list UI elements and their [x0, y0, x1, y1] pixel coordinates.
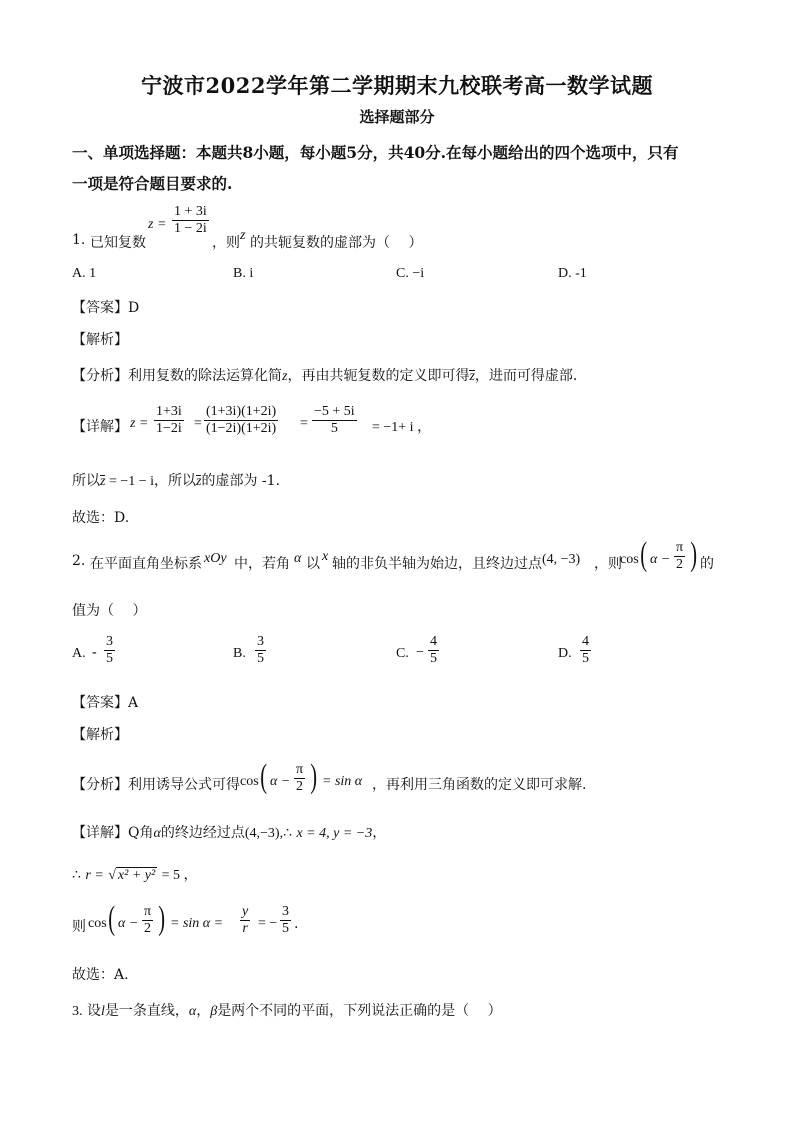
q1-jiexi-tag: 【解析】	[72, 332, 128, 348]
section-heading-line2: 一项是符合题目要求的.	[72, 174, 233, 193]
q2-option-c-num: 4	[430, 634, 437, 649]
q3-alpha: α	[188, 1004, 197, 1019]
q3-stem-c: 是两个不同的平面，下列说法正确的是（ ）	[217, 1003, 502, 1019]
analysis-tag: 【分析】	[72, 777, 128, 793]
q1-stem-mid: ，则	[212, 235, 240, 251]
q1-option-a: A. 1	[72, 266, 97, 281]
q2-number: 2.	[72, 553, 86, 569]
q1-stem-pre: 已知复数	[90, 235, 146, 251]
q2-stem-e: ，则	[594, 556, 622, 572]
q2-analysis: 【分析】 利用诱导公式可得 cos ( α − $\frac{\pi}{2}$ ) = sin α ，再利用三角函数的定义即可求解.	[72, 758, 587, 795]
q3-stem-b: 是一条直线，	[104, 1003, 189, 1019]
q2-option-b-label: B.	[233, 646, 246, 661]
q1-analysis-pre: 利用复数的除法运算化简	[128, 368, 282, 384]
q2-stem-a: 在平面直角坐标系	[90, 556, 202, 572]
q2-detail3-pre: 则	[72, 919, 86, 935]
q1-line2-mid: ，所以	[154, 473, 197, 489]
q2-detail1-alpha: α	[153, 826, 161, 841]
q2-detail3-r: r	[242, 921, 248, 936]
q1-detail-frac2	[204, 404, 278, 437]
q2-detail1-pre: Q角	[128, 825, 154, 841]
page-subtitle: 选择题部分	[359, 108, 435, 126]
q1-detail-frac3	[312, 404, 357, 437]
q1-option-c: C. −i	[396, 266, 425, 281]
q2-option-b-num: 3	[257, 634, 264, 649]
answer-tag: 【答案】	[72, 300, 128, 316]
q1-number: 1.	[72, 232, 86, 248]
q3-stem	[72, 1000, 502, 1020]
q2-x: x	[322, 549, 329, 564]
q2-option-b-den: 5	[257, 651, 264, 666]
q2-detail2-post: = 5 ，	[161, 868, 198, 883]
q2-detail-line3: 则 cos ( α − $\frac{\pi}{2}$ ) = sin α = $\frac{y}{r}$ = − $\frac{3}{5}$ .	[72, 900, 299, 937]
q2-detail2-therefore: ∴	[72, 868, 81, 883]
q2-stem-line2: 值为（ ）	[72, 603, 147, 619]
q2-alpha: α	[294, 551, 302, 566]
q2-detail-line1	[72, 822, 386, 842]
q2-stem-c: 以	[306, 556, 320, 572]
q1-detail-f3-num: −5 + 5i	[314, 404, 355, 419]
q2-detail3-frac-35	[280, 904, 291, 937]
q1-line2-pre: 所以	[72, 473, 100, 489]
q2-detail3-pi: π	[144, 904, 152, 919]
q3-number: 3.	[72, 1004, 83, 1019]
q1-frac-den: 1 − 2i	[174, 221, 207, 236]
q3-beta: β	[210, 1004, 218, 1019]
q1-detail-f2-num: (1+3i)(1+2i)	[206, 404, 277, 419]
q2-stem-d: 轴的非负半轴为始边，且终边过点	[332, 556, 542, 572]
q1-answer-line	[72, 297, 139, 317]
q1-analysis-post: ，进而可得虚部.	[474, 368, 578, 384]
q2-option-d-den: 5	[582, 651, 589, 666]
page-title: 宁波市2022学年第二学期期末九校联考高一数学试题	[141, 73, 653, 98]
q1-answer: D	[128, 300, 140, 316]
q2-detail3-den: 5	[282, 921, 289, 936]
q1-result-line	[72, 470, 280, 490]
q1-z: z	[240, 228, 246, 243]
q2-option-c-sign: −	[416, 645, 424, 660]
q2-option-d-frac	[580, 634, 591, 667]
q2-analysis-eq-tail: = sin α	[322, 774, 363, 789]
q2-jiexi-tag: 【解析】	[72, 727, 128, 743]
q2-analysis-pre: 利用诱导公式可得	[128, 777, 240, 793]
q2-detail3-num: 3	[282, 904, 289, 919]
q1-conclusion: 故选：D.	[72, 510, 130, 526]
q2-stem-b: 中，若角	[234, 556, 290, 572]
q2-conclusion: 故选：A.	[72, 967, 129, 983]
q2-answer: A	[128, 695, 139, 711]
q2-stem: 2. 在平面直角坐标系 xOy 中，若角 α 以 x 轴的非负半轴为始边，且终边过点 (4, −3) ，则 cos ( α − $\frac{\pi}{2}$ ) 的	[72, 536, 714, 573]
q2-detail3-frac	[142, 904, 153, 937]
q2-detail3-post: .	[294, 916, 299, 932]
q3-stem-a: 设	[86, 1003, 101, 1019]
q2-xoy: xOy	[204, 551, 227, 566]
q1-line2-val: = −1 − i	[105, 474, 155, 489]
q2-pi: π	[676, 540, 684, 555]
q1-detail-lhs: z =	[130, 416, 149, 431]
q1-detail-f1-num: 1+3i	[156, 404, 182, 419]
q2-analysis-post: ，再利用三角函数的定义即可求解.	[372, 777, 587, 793]
q2-answer-line	[72, 692, 138, 712]
q1-z-lhs: z =	[148, 217, 167, 232]
q2-detail1-post: ，	[372, 825, 387, 841]
q1-analysis-z: z	[282, 369, 288, 384]
q2-option-b-frac	[255, 634, 266, 667]
q2-detail-line2: ∴ r = √ x² + y² = 5 ，	[72, 868, 198, 883]
q2-detail1-pt: (4,−3),	[244, 826, 284, 841]
q2-detail3-cos: cos	[88, 916, 107, 931]
q1-option-d: D. -1	[558, 266, 587, 281]
q2-option-c-label: C.	[396, 646, 409, 661]
q2-pi-over-2	[674, 540, 685, 573]
q2-detail2-rad: x² + y²	[117, 868, 156, 883]
q2-two: 2	[676, 557, 684, 572]
q2-analysis-two: 2	[296, 779, 304, 794]
q2-analysis-alpha: α −	[270, 774, 291, 789]
section-heading-line1: 一、单项选择题：本题共8小题，每小题5分，共40分.在每小题给出的四个选项中，只有	[72, 143, 679, 162]
q2-detail3-y: y	[242, 904, 249, 919]
q2-option-a-frac	[104, 634, 115, 667]
analysis-tag: 【分析】	[72, 368, 128, 384]
q2-point: (4, −3)	[542, 552, 581, 567]
q2-detail3-eq: = sin α =	[170, 916, 224, 931]
q2-analysis-frac	[294, 762, 305, 795]
q1-option-b: B. i	[233, 266, 254, 281]
q1-detail-frac1	[154, 404, 184, 437]
q2-alpha-minus: α −	[650, 552, 671, 567]
q2-detail1-mid: 的终边经过点	[160, 825, 245, 841]
q2-option-a-den: 5	[106, 651, 113, 666]
detail-tag: 【详解】	[72, 825, 128, 841]
q2-option-d-num: 4	[582, 634, 589, 649]
q1-analysis	[72, 365, 577, 385]
q2-detail3-alpha: α −	[118, 916, 139, 931]
q1-detail-f3-den: 5	[330, 421, 338, 436]
answer-tag: 【答案】	[72, 695, 128, 711]
q2-detail1-therefore: ∴	[283, 826, 292, 841]
q1-detail-f2-den: (1−2i)(1+2i)	[206, 421, 277, 436]
q2-option-a-sign: -	[92, 645, 97, 660]
q1-detail-result: = −1+ i ，	[372, 420, 432, 435]
q2-stem-f: 的	[700, 556, 714, 572]
q1-detail-f1-den: 1−2i	[156, 421, 182, 436]
q3-sep: ，	[196, 1003, 211, 1019]
q2-option-c-den: 5	[430, 651, 437, 666]
q2-detail3-frac-yr	[240, 904, 250, 937]
q1-line2-post: 的虚部为 -1.	[201, 473, 281, 489]
q2-option-c-frac	[428, 634, 439, 667]
q2-analysis-pi: π	[296, 762, 304, 777]
q1-frac-num: 1 + 3i	[174, 204, 207, 219]
q2-analysis-cos: cos	[240, 774, 259, 789]
q2-option-a-label: A.	[72, 646, 86, 661]
q2-detail2-r: r =	[85, 868, 104, 883]
q2-detail3-eq2: = −	[258, 916, 278, 931]
detail-tag: 【详解】	[72, 419, 128, 435]
q1-stem-post: 的共轭复数的虚部为（ ）	[250, 235, 423, 251]
q1-line2-zbar: z	[100, 474, 106, 489]
q3-l: l	[100, 1004, 105, 1019]
q1-line2-zbar2: z	[196, 474, 202, 489]
q2-option-d-label: D.	[558, 646, 572, 661]
q2-option-a-num: 3	[106, 634, 113, 649]
q2-detail1-eq: x = 4, y = −3	[296, 826, 373, 841]
q1-analysis-mid: ，再由共轭复数的定义即可得	[287, 368, 470, 384]
q1-analysis-zbar: z	[469, 369, 475, 384]
q1-fraction	[172, 204, 209, 237]
q2-detail3-two: 2	[144, 921, 152, 936]
q2-cos: cos	[620, 552, 639, 567]
